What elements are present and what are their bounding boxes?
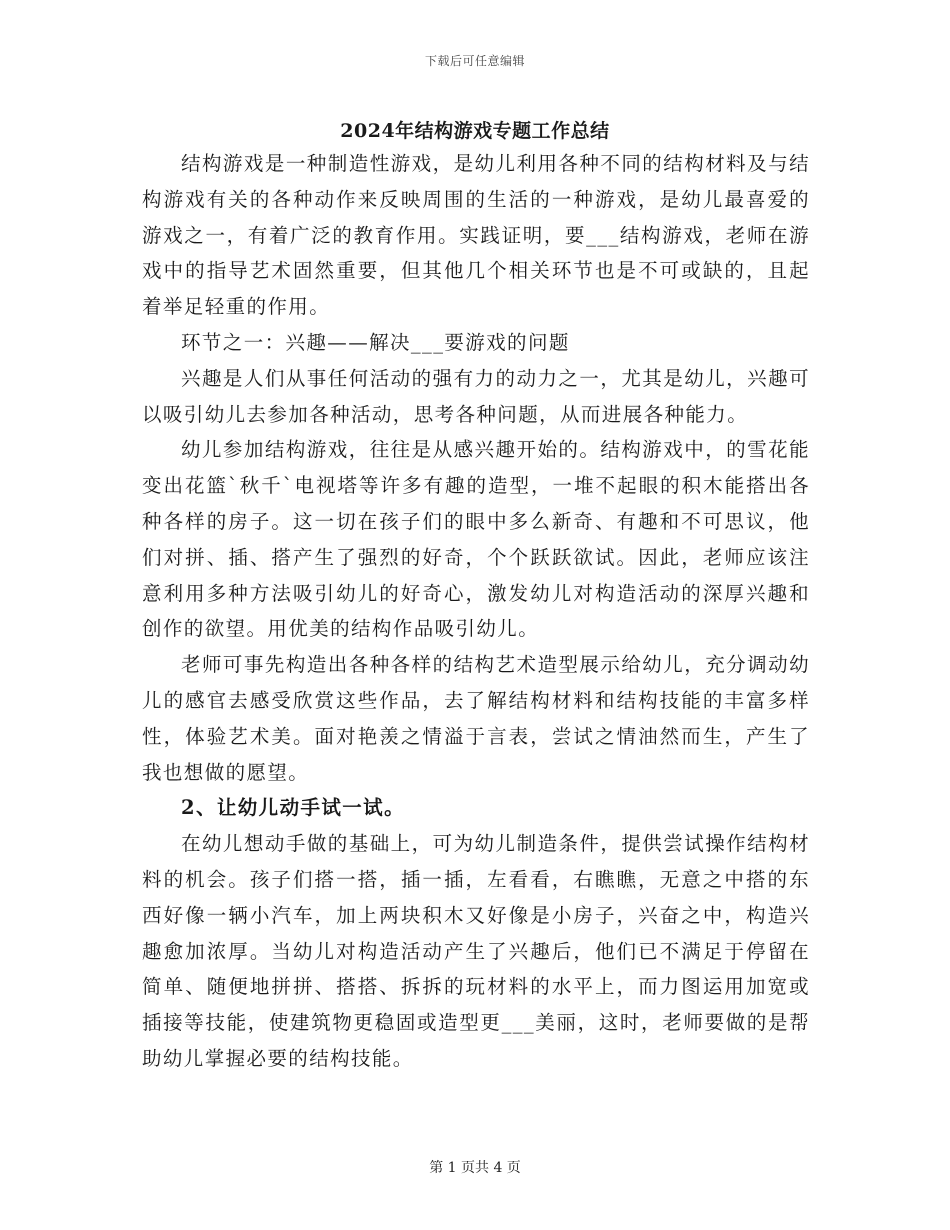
document-body	[142, 146, 810, 1077]
paragraph-hands-on: 在幼儿想动手做的基础上，可为幼儿制造条件，提供尝试操作结构材料的机会。孩子们搭一搭，插一插，左看看，右瞧瞧，无意之中搭的东西好像一辆小汽车，加上两块积木又好像是小房子，兴奋之中，构造兴趣愈加浓厚。当幼儿对构造活动产生了兴趣后，他们已不满足于停留在简单、随便地拼拼、搭搭、拆拆的玩材料的水平上，而力图运用加宽或插接等技能，使建筑物更稳固或造型更___美丽，这时，老师要做的是帮助幼儿掌握必要的结构技能。	[142, 832, 810, 1070]
paragraph-intro: 结构游戏是一种制造性游戏，是幼儿利用各种不同的结构材料及与结构游戏有关的各种动作来反映周围的生活的一种游戏，是幼儿最喜爱的游戏之一，有着广泛的教育作用。实践证明，要___结构游戏，老师在游戏中的指导艺术固然重要，但其他几个相关环节也是不可或缺的，且起着举足轻重的作用。	[142, 152, 810, 319]
paragraph-interest: 兴趣是人们从事任何活动的强有力的动力之一，尤其是幼儿，兴趣可以吸引幼儿去参加各种活动，思考各种问题，从而进展各种能力。	[142, 366, 810, 426]
page-number: 第 1 页共 4 页	[429, 1160, 521, 1176]
header-note: 下载后可任意编辑	[424, 54, 525, 68]
paragraph-section-heading: 环节之一：兴趣——解决___要游戏的问题	[181, 330, 570, 354]
document-title: 2024年结构游戏专题工作总结	[340, 120, 610, 142]
paragraph-subheading-2: 2、让幼儿动手试一试。	[181, 796, 405, 820]
paragraph-teacher-demo: 老师可事先构造出各种各样的结构艺术造型展示给幼儿，充分调动幼儿的感官去感受欣赏这些作品，去了解结构材料和结构技能的丰富多样性，体验艺术美。面对艳羡之情溢于言表，尝试之情油然而生，产生了我也想做的愿望。	[142, 653, 810, 784]
paragraph-structure-game: 幼儿参加结构游戏，往往是从感兴趣开始的。结构游戏中，的雪花能变出花篮`秋千`电视塔等许多有趣的造型，一堆不起眼的积木能搭出各种各样的房子。这一切在孩子们的眼中多么新奇、有趣和不可思议，他们对拼、插、搭产生了强烈的好奇，个个跃跃欲试。因此，老师应该注意利用多种方法吸引幼儿的好奇心，激发幼儿对构造活动的深厚兴趣和创作的欲望。用优美的结构作品吸引幼儿。	[142, 438, 810, 641]
